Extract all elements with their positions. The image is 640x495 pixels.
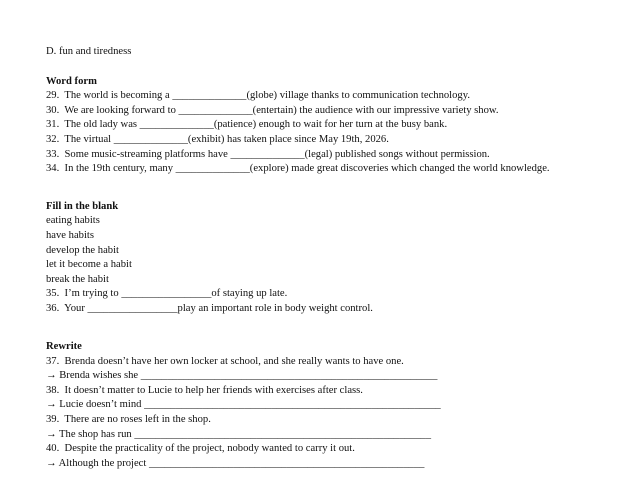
question-31: 31. The old lady was ______________(patience) enough to wait for her turn at the busy bank. (46, 119, 448, 130)
question-35: 35. I’m trying to _________________of staying up late. (46, 288, 288, 299)
answer-39: → The shop has run ________________________________________________________ (46, 429, 431, 440)
word-bank-item: have habits (46, 230, 94, 241)
rewrite-heading: Rewrite (46, 341, 82, 352)
word-form-heading: Word form (46, 76, 97, 87)
answer-37: → Brenda wishes she ________________________________________________________ (46, 370, 438, 381)
question-40: 40. Despite the practicality of the project, nobody wanted to carry it out. (46, 443, 355, 454)
question-38: 38. It doesn’t matter to Lucie to help her friends with exercises after class. (46, 385, 363, 396)
question-29: 29. The world is becoming a ______________(globe) village thanks to communication technology. (46, 90, 470, 101)
question-32: 32. The virtual ______________(exhibit) has taken place since May 19th, 2026. (46, 134, 389, 145)
fill-blank-heading: Fill in the blank (46, 201, 119, 212)
word-bank-item: break the habit (46, 274, 109, 285)
question-36: 36. Your _________________play an important role in body weight control. (46, 303, 373, 314)
question-34: 34. In the 19th century, many ______________(explore) made great discoveries which changed the world knowledge. (46, 163, 550, 174)
question-37: 37. Brenda doesn’t have her own locker at school, and she really wants to have one. (46, 356, 404, 367)
answer-40: → Although the project ____________________________________________________ (46, 458, 425, 469)
question-33: 33. Some music-streaming platforms have ______________(legal) published songs without permission. (46, 149, 490, 160)
question-30: 30. We are looking forward to ______________(entertain) the audience with our impressive variety show. (46, 105, 499, 116)
option-d-line: D. fun and tiredness (46, 46, 132, 57)
answer-38: → Lucie doesn’t mind ________________________________________________________ (46, 399, 441, 410)
word-bank-item: let it become a habit (46, 259, 132, 270)
question-39: 39. There are no roses left in the shop. (46, 414, 211, 425)
word-bank-item: develop the habit (46, 245, 119, 256)
word-bank-item: eating habits (46, 215, 100, 226)
